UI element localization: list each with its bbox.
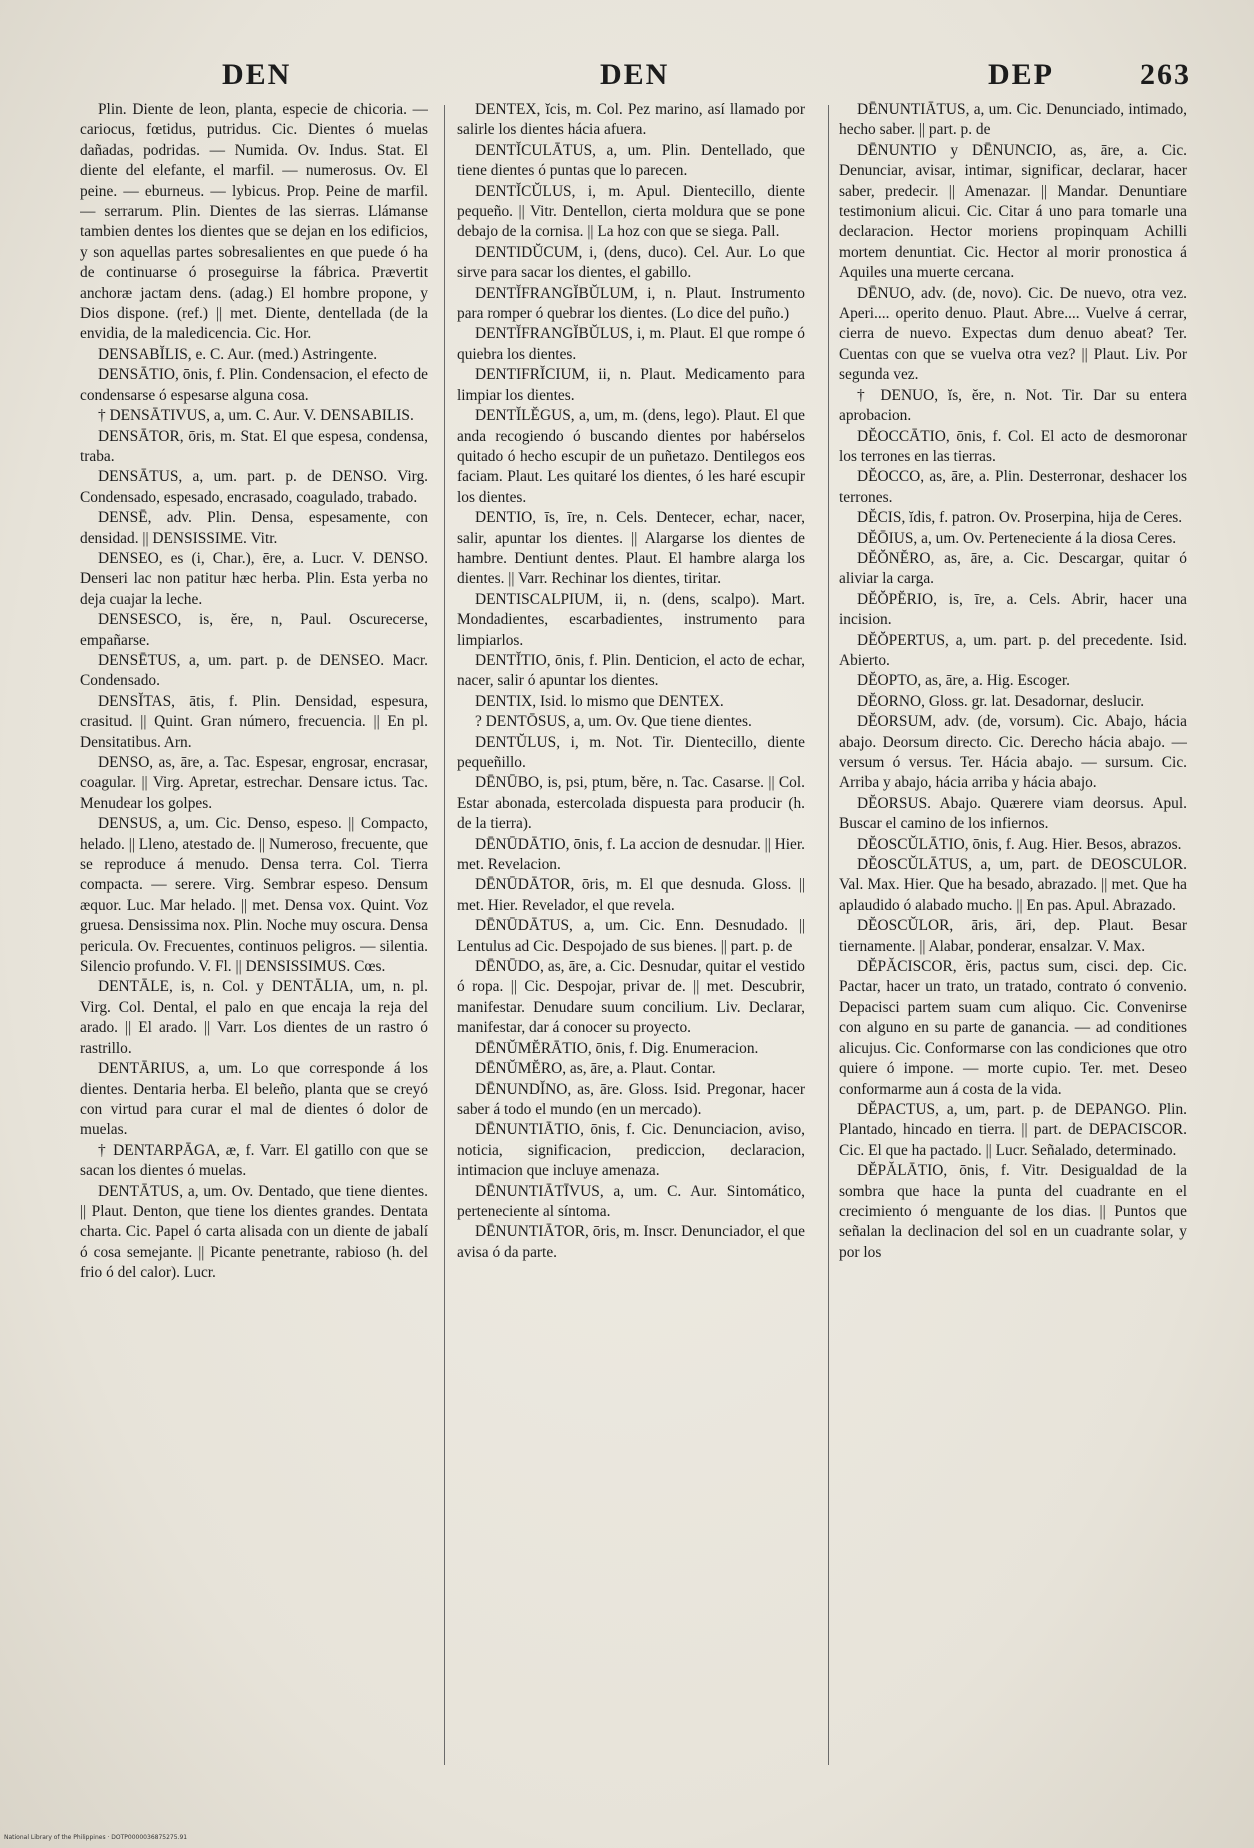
dictionary-entry: DENTIFRĬCIUM, ii, n. Plaut. Medicamento para limpiar los dientes.	[457, 366, 805, 404]
dictionary-entry: DENSO, as, āre, a. Tac. Espesar, engrosar, encrasar, coagular. || Virg. Apretar, estrechar. Densare ictus. Tac. Menudear los golpes.	[80, 754, 428, 812]
dictionary-entry: DĒNUNTIĀTOR, ōris, m. Inscr. Denunciador, el que avisa ó da parte.	[457, 1223, 805, 1261]
dictionary-entry: DĔORNO, Gloss. gr. lat. Desadornar, deslucir.	[857, 692, 1145, 710]
dictionary-entry: DĔŎPERTUS, a, um. part. p. del precedente. Isid. Abierto.	[839, 631, 1187, 669]
header-left-guide-word: DEN	[222, 58, 292, 91]
dictionary-entry: DĔŎNĔRO, as, āre, a. Cic. Descargar, quitar ó aliviar la carga.	[839, 549, 1187, 588]
dictionary-entry: DĔOPTO, as, āre, a. Hig. Escoger.	[857, 672, 1070, 690]
header-right-guide-word: DEP	[988, 58, 1054, 91]
dictionary-entry: DENTĀTUS, a, um. Ov. Dentado, que tiene dientes. || Plaut. Denton, que tiene los dientes grandes. Dentata charta. Cic. Papel ó carta alisada con un diente de jabalí ó cosa semejante. || Picante penetrante, rabioso (h. del frio ó del calor). Lucr.	[80, 1182, 428, 1282]
column-1	[80, 100, 428, 1785]
dictionary-entry: DĒNUNTIĀTUS, a, um. Cic. Denunciado, intimado, hecho saber. || part. p. de	[839, 101, 1187, 139]
dictionary-entry: DĔCIS, ĭdis, f. patron. Ov. Proserpina, hija de Ceres.	[857, 509, 1183, 527]
dictionary-entry: DĔORSUS. Abajo. Quærere viam deorsus. Apul. Buscar el camino de los infiernos.	[839, 794, 1187, 833]
dictionary-entry: DENTĬTIO, ōnis, f. Plin. Denticion, el acto de echar, nacer, salir ó apuntar los dientes.	[457, 651, 805, 690]
dictionary-entry: DENTIO, īs, īre, n. Cels. Dentecer, echar, nacer, salir, apuntar los dientes. || Alargarse los dientes de hambre. Dentiunt dentes. Plaut. El hambre alarga los dientes. || Varr. Rechinar los dientes, tiritar.	[457, 509, 805, 588]
dictionary-entry: DĔOSCŬLĀTUS, a, um, part. de DEOSCULOR. Val. Max. Hier. Que ha besado, abrazado. || met. Que ha aplaudido ó alabado mucho. || En pas. Apul. Abrazado.	[839, 856, 1187, 914]
dictionary-columns	[80, 100, 1195, 1785]
dictionary-entry: DENTIX, Isid. lo mismo que DENTEX.	[475, 692, 724, 710]
dictionary-entry: † DENSĀTIVUS, a, um. C. Aur. V. DENSABILIS.	[98, 407, 414, 425]
header-center-guide-word: DEN	[600, 58, 670, 91]
dictionary-entry: DENTĬLĔGUS, a, um, m. (dens, lego). Plaut. El que anda recogiendo ó buscando dientes por habérselos quitado ó hecho escupir de un puñetazo. Dentilegos eos faciam. Plaut. Les quitaré los dientes, ó les haré escupir los dientes.	[457, 407, 805, 506]
dictionary-entry: DĒNUNTIĀTIO, ōnis, f. Cic. Denunciacion, aviso, noticia, significacion, prediccion, declaracion, intimacion que incluye amenaza.	[457, 1121, 805, 1180]
dictionary-entry: † DENUO, ĭs, ĕre, n. Not. Tir. Dar su entera aprobacion.	[839, 386, 1187, 425]
dictionary-entry: DĔORSUM, adv. (de, vorsum). Cic. Abajo, hácia abajo. Deorsum directo. Cic. Derecho hácia abajo. — versum ó versus. Ter. Hácia abajo. — sursum. Cic. Arriba y abajo, hácia arriba y hácia abajo.	[839, 713, 1187, 792]
dictionary-entry: ? DENTŌSUS, a, um. Ov. Que tiene dientes.	[475, 713, 752, 731]
dictionary-entry: † DENTARPĀGA, æ, f. Varr. El gatillo con que se sacan los dientes ó muelas.	[80, 1141, 428, 1180]
dictionary-entry: DENSESCO, is, ĕre, n, Paul. Oscurecerse, empañarse.	[80, 611, 428, 649]
dictionary-entry: DĔOSCŬLĀTIO, ōnis, f. Aug. Hier. Besos, abrazos.	[857, 835, 1182, 853]
dictionary-entry: DENSĀTIO, ōnis, f. Plin. Condensacion, el efecto de condensarse ó espesarse alguna cosa.	[80, 366, 428, 404]
dictionary-entry: DĒNUNTIO y DĒNUNCIO, as, āre, a. Cic. Denunciar, avisar, intimar, significar, declarar, hacer saber, predecir. || Amenazar. || Mandar. Denuntiare testimonium alicui. Cic. Citar á uno para tomarle una declaracion. Hector moriens propinquam Achilli mortem denuntiat. Cic. Hector al morir pronostica á Aquiles una muerte cercana.	[839, 141, 1187, 282]
dictionary-entry: DENTĬFRANGĬBŬLUS, i, m. Plaut. El que rompe ó quiebra los dientes.	[457, 325, 805, 363]
dictionary-entry: DĒNUNTIĀTĪVUS, a, um. C. Aur. Sintomático, perteneciente al síntoma.	[457, 1182, 805, 1220]
dictionary-entry: DĒNŬMĔRO, as, āre, a. Plaut. Contar.	[475, 1060, 716, 1078]
dictionary-entry: DENSĒTUS, a, um. part. p. de DENSEO. Macr. Condensado.	[80, 651, 428, 690]
column-2	[457, 100, 805, 1785]
dictionary-entry: DĒNŬMĔRĀTIO, ōnis, f. Dig. Enumeracion.	[475, 1039, 759, 1057]
dictionary-entry: DĒNŪBO, is, psi, ptum, bĕre, n. Tac. Casarse. || Col. Estar abonada, estercolada dispuesta para producir (h. de la tierra).	[457, 774, 805, 833]
dictionary-entry: DĒNŪDĀTIO, ōnis, f. La accion de desnudar. || Hier. met. Revelacion.	[457, 835, 805, 874]
running-header	[0, 52, 1254, 102]
dictionary-entry: DENSEO, es (i, Char.), ēre, a. Lucr. V. DENSO. Denseri lac non patitur hæc herba. Plin. Esta yerba no deja cuajar la leche.	[80, 549, 428, 608]
dictionary-entry: DENTĬFRANGĬBŬLUM, i, n. Plaut. Instrumento para romper ó quebrar los dientes. (Lo dice del puño.)	[457, 284, 805, 323]
dictionary-entry: DENTĀRIUS, a, um. Lo que corresponde á los dientes. Dentaria herba. El beleño, planta que se creyó con virtud para curar el mal de dientes ó dolor de muelas.	[80, 1060, 428, 1139]
dictionary-entry: DENSĀTUS, a, um. part. p. de DENSO. Virg. Condensado, espesado, encrasado, coagulado, trabado.	[80, 468, 428, 506]
dictionary-entry: DĔOCCO, as, āre, a. Plin. Desterronar, deshacer los terrones.	[839, 468, 1187, 506]
dictionary-entry: DENTŬLUS, i, m. Not. Tir. Dientecillo, diente pequeñillo.	[457, 733, 805, 771]
dictionary-entry: DENSABĬLIS, e. C. Aur. (med.) Astringente.	[98, 345, 378, 363]
dictionary-entry: DĒNŪDĀTUS, a, um. Cic. Enn. Desnudado. || Lentulus ad Cic. Despojado de sus bienes. || part. p. de	[457, 917, 805, 955]
dictionary-entry: DĔOCCĀTIO, ōnis, f. Col. El acto de desmoronar los terrones en las tierras.	[839, 427, 1187, 465]
dictionary-entry: DĔŎPĔRIO, is, īre, a. Cels. Abrir, hacer una incision.	[839, 590, 1187, 629]
dictionary-entry: DENSĒ, adv. Plin. Densa, espesamente, con densidad. || DENSISSIME. Vitr.	[80, 509, 428, 547]
dictionary-entry: DENTĬCŬLUS, i, m. Apul. Dientecillo, diente pequeño. || Vitr. Dentellon, cierta moldura que se pone debajo de la cornisa. || La hoz con que se siega. Pall.	[457, 182, 805, 241]
dictionary-entry: DENSĀTOR, ōris, m. Stat. El que espesa, condensa, traba.	[80, 427, 428, 465]
dictionary-entry: DENTEX, ĭcis, m. Col. Pez marino, así llamado por salirle los dientes hácia afuera.	[457, 101, 805, 139]
column-3	[839, 100, 1187, 1785]
dictionary-entry: DĔPĂLĀTIO, ōnis, f. Vitr. Desigualdad de la sombra que hace la punta del cuadrante en el crecimiento ó menguante de los dias. || Puntos que señalan la declinacion del sol en un cuadrante solar, y por los	[839, 1162, 1187, 1261]
dictionary-entry: DENTIDŬCUM, i, (dens, duco). Cel. Aur. Lo que sirve para sacar los dientes, el gabillo.	[457, 243, 805, 282]
dictionary-entry: DĒNŪDĀTOR, ōris, m. El que desnuda. Gloss. || met. Hier. Revelador, el que revela.	[457, 876, 805, 914]
footer-note: National Library of the Philippines · DOTP0000036875275.91	[4, 1834, 188, 1841]
dictionary-entry: DENTĀLE, is, n. Col. y DENTĀLIA, um, n. pl. Virg. Col. Dental, el palo en que encaja la reja del arado. || El arado. || Varr. Los dientes de un rastro ó rastrillo.	[80, 978, 428, 1057]
page-number: 263	[1140, 58, 1191, 91]
dictionary-entry: DĔPĂCISCOR, ĕris, pactus sum, cisci. dep. Cic. Pactar, hacer un trato, un tratado, contrato ó convenio. Depacisci partem suam cum aliquo. Cic. Convenirse con alguno en su parte de ganancia. — ad conditiones alicujus. Cic. Conformarse con las condiciones que otro quiere ó impone. — morte cupio. Ter. met. Deseo conformarme aun á costa de la vida.	[839, 958, 1187, 1098]
dictionary-entry: DENTĬCULĀTUS, a, um. Plin. Dentellado, que tiene dientes ó puntas que lo parecen.	[457, 141, 805, 180]
dictionary-entry: DĔPACTUS, a, um, part. p. de DEPANGO. Plin. Plantado, hincado en tierra. || part. de DEPACISCOR. Cic. El que ha pactado. || Lucr. Señalado, determinado.	[839, 1100, 1187, 1159]
dictionary-entry: DĒNŪDO, as, āre, a. Cic. Desnudar, quitar el vestido ó ropa. || Cic. Despojar, privar de. || met. Descubrir, manifestar. Denudare suum concilium. Liv. Declarar, manifestar, dar á conocer su proyecto.	[457, 958, 805, 1037]
dictionary-entry: DENTISCALPIUM, ii, n. (dens, scalpo). Mart. Mondadientes, escarbadientes, instrumento para limpiarlos.	[457, 590, 805, 649]
dictionary-entry: DĔOSCŬLOR, āris, āri, dep. Plaut. Besar tiernamente. || Alabar, ponderar, ensalzar. V. Max.	[839, 917, 1187, 955]
dictionary-entry: DĔŌIUS, a, um. Ov. Perteneciente á la diosa Ceres.	[857, 529, 1177, 547]
dictionary-entry: DĒNUNDĬNO, as, āre. Gloss. Isid. Pregonar, hacer saber á todo el mundo (en un mercado).	[457, 1080, 805, 1118]
dictionary-entry: DENSUS, a, um. Cic. Denso, espeso. || Compacto, helado. || Lleno, atestado de. || Numeroso, frecuente, que se reproduce á menudo. Densa terra. Col. Tierra compacta. — serere. Virg. Sembrar espeso. Densum æquor. Luc. Mar helado. || met. Densa vox. Quint. Voz gruesa. Densissima nox. Plin. Noche muy oscura. Densa pericula. Ov. Frecuentes, continuos peligros. — silentia. Silencio profundo. V. Fl. || DENSISSIMUS. Cœs.	[80, 815, 428, 976]
dictionary-entry: DENSĬTAS, ātis, f. Plin. Densidad, espesura, crasitud. || Quint. Gran número, frecuencia. || En pl. Densitatibus. Arn.	[80, 692, 428, 751]
dictionary-entry: DĒNUO, adv. (de, novo). Cic. De nuevo, otra vez. Aperi.... operito denuo. Plaut. Abre.... Vuelve á cerrar, cierra de nuevo. Expectas dum denuo abeat? Ter. Cuentas con que se vuelva otra vez? || Plaut. Liv. Por segunda vez.	[839, 284, 1187, 384]
dictionary-entry: Plin. Diente de leon, planta, especie de chicoria. — cariocus, fœtidus, putridus. Cic. Dientes ó muelas dañadas, podridas. — Numida. Ov. Indus. Stat. El diente del elefante, el marfil. — numerosus. Ov. El peine. — eburneus. — lybicus. Prop. Peine de marfil. — serrarum. Plin. Dientes de las sierras. Llámanse tambien dentes los dientes que se dejan en los edificios, y son aquellas partes sobresalientes en que puede ó ha de continuarse ó proseguirse la fábrica. Prævertit anchoræ jactam dens. (adag.) El hombre propone, y Dios dispone. (ref.) || met. Diente, dentellada (de la envidia, de la maledicencia. Cic. Hor.	[80, 101, 428, 343]
